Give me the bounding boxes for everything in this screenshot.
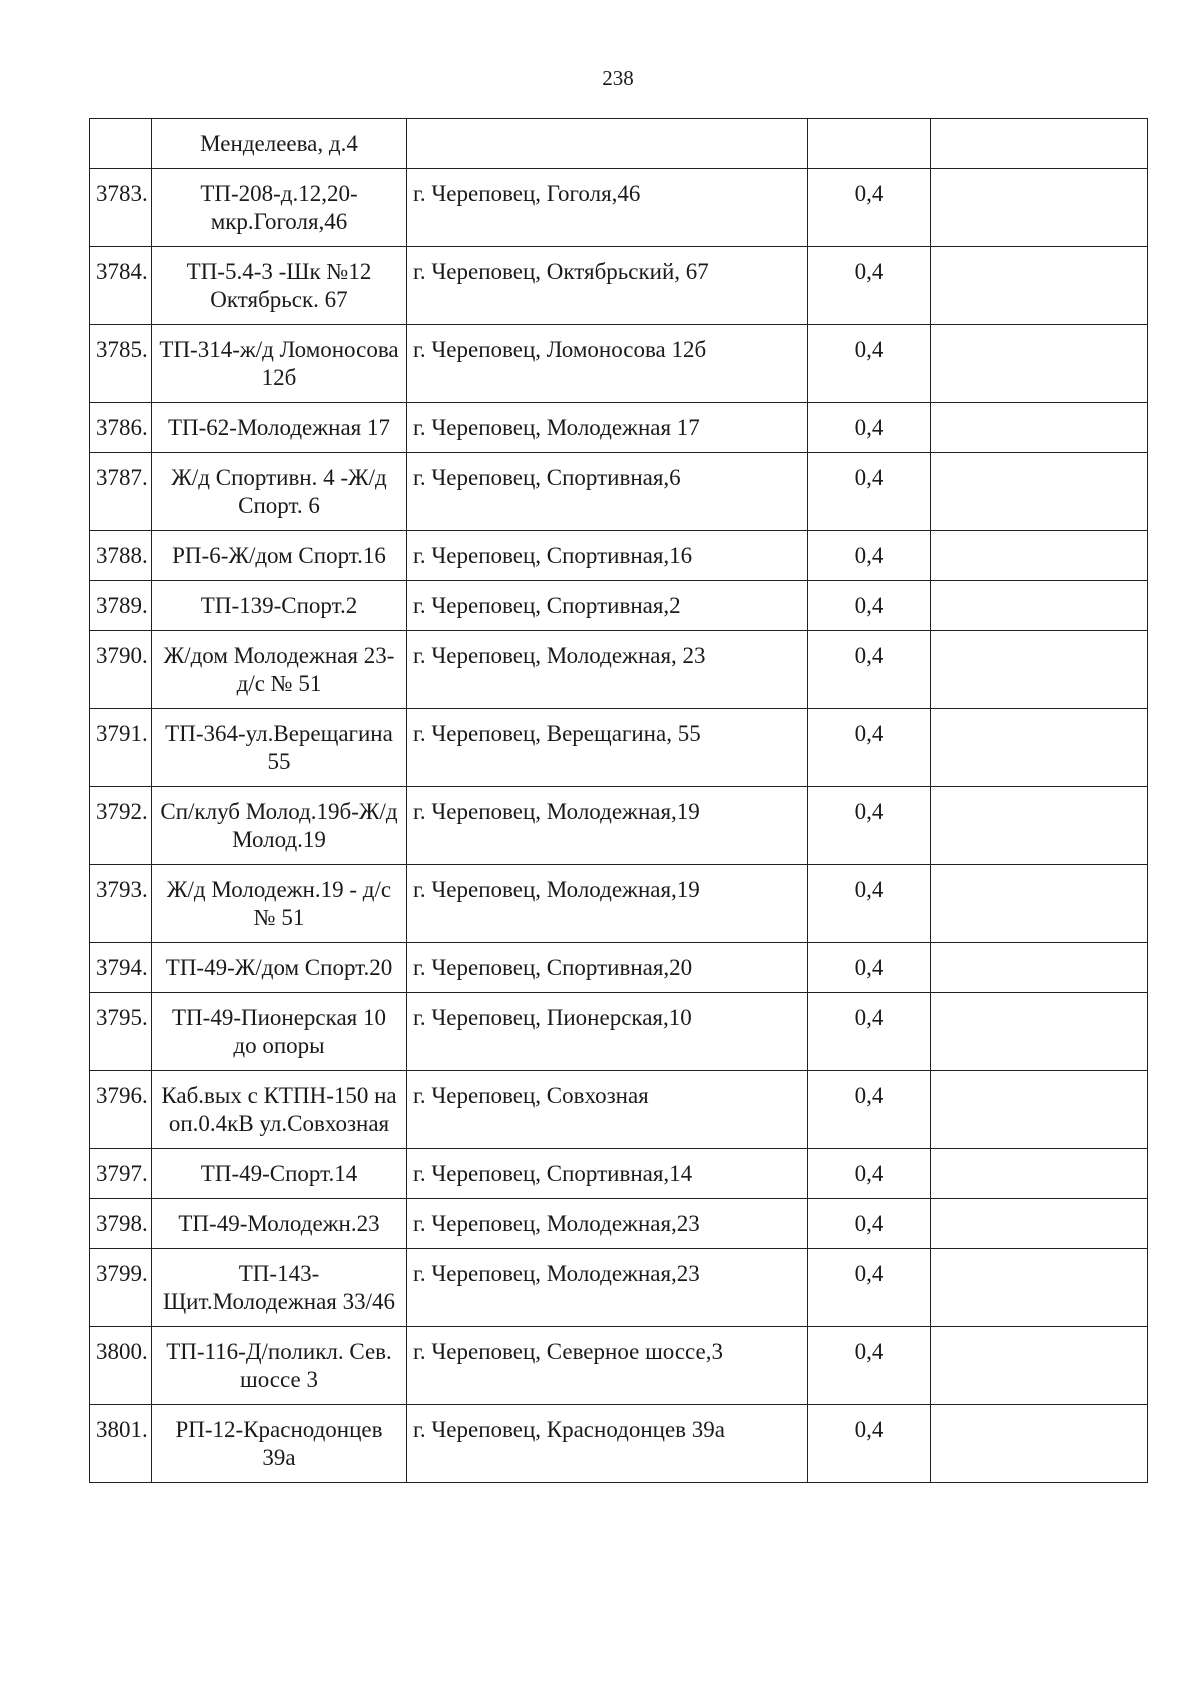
object-address: г. Череповец, Молодежная,19	[407, 865, 808, 943]
voltage-value: 0,4	[808, 325, 931, 403]
voltage-value: 0,4	[808, 1149, 931, 1199]
object-name: Менделеева, д.4	[152, 119, 407, 169]
row-number: 3793.	[90, 865, 152, 943]
voltage-value: 0,4	[808, 531, 931, 581]
object-address: г. Череповец, Гоголя,46	[407, 169, 808, 247]
object-name: Сп/клуб Молод.19б-Ж/д Молод.19	[152, 787, 407, 865]
object-name: ТП-49-Молодежн.23	[152, 1199, 407, 1249]
voltage-value: 0,4	[808, 787, 931, 865]
row-number: 3790.	[90, 631, 152, 709]
object-name: ТП-143-Щит.Молодежная 33/46	[152, 1249, 407, 1327]
registry-table-body	[90, 119, 1148, 1483]
object-address: г. Череповец, Спортивная,14	[407, 1149, 808, 1199]
row-number: 3784.	[90, 247, 152, 325]
registry-table	[89, 118, 1148, 1483]
object-address: г. Череповец, Ломоносова 12б	[407, 325, 808, 403]
row-number: 3785.	[90, 325, 152, 403]
voltage-value: 0,4	[808, 247, 931, 325]
extra-cell	[931, 325, 1148, 403]
extra-cell	[931, 1405, 1148, 1483]
object-address: г. Череповец, Спортивная,20	[407, 943, 808, 993]
table-row	[90, 943, 1148, 993]
extra-cell	[931, 1149, 1148, 1199]
voltage-value: 0,4	[808, 865, 931, 943]
row-number: 3798.	[90, 1199, 152, 1249]
table-row	[90, 325, 1148, 403]
row-number: 3797.	[90, 1149, 152, 1199]
object-name: ТП-5.4-3 -Шк №12 Октябрьск. 67	[152, 247, 407, 325]
row-number: 3792.	[90, 787, 152, 865]
table-row	[90, 1199, 1148, 1249]
table-row	[90, 119, 1148, 169]
object-address: г. Череповец, Молодежная, 23	[407, 631, 808, 709]
object-name: ТП-49-Пионерская 10 до опоры	[152, 993, 407, 1071]
extra-cell	[931, 403, 1148, 453]
row-number: 3783.	[90, 169, 152, 247]
extra-cell	[931, 631, 1148, 709]
object-name: ТП-139-Спорт.2	[152, 581, 407, 631]
extra-cell	[931, 1249, 1148, 1327]
extra-cell	[931, 169, 1148, 247]
object-name: РП-6-Ж/дом Спорт.16	[152, 531, 407, 581]
voltage-value: 0,4	[808, 993, 931, 1071]
table-row	[90, 403, 1148, 453]
object-name: ТП-49-Спорт.14	[152, 1149, 407, 1199]
extra-cell	[931, 1071, 1148, 1149]
extra-cell	[931, 943, 1148, 993]
extra-cell	[931, 709, 1148, 787]
voltage-value: 0,4	[808, 709, 931, 787]
page-number: 238	[602, 66, 634, 90]
table-row	[90, 993, 1148, 1071]
object-address: г. Череповец, Октябрьский, 67	[407, 247, 808, 325]
extra-cell	[931, 119, 1148, 169]
voltage-value: 0,4	[808, 453, 931, 531]
row-number: 3787.	[90, 453, 152, 531]
table-row	[90, 1071, 1148, 1149]
table-row	[90, 169, 1148, 247]
voltage-value	[808, 119, 931, 169]
extra-cell	[931, 1199, 1148, 1249]
voltage-value: 0,4	[808, 1249, 931, 1327]
object-address: г. Череповец, Совхозная	[407, 1071, 808, 1149]
row-number: 3799.	[90, 1249, 152, 1327]
extra-cell	[931, 247, 1148, 325]
row-number: 3795.	[90, 993, 152, 1071]
voltage-value: 0,4	[808, 403, 931, 453]
voltage-value: 0,4	[808, 581, 931, 631]
object-name: ТП-364-ул.Верещагина 55	[152, 709, 407, 787]
row-number	[90, 119, 152, 169]
table-row	[90, 787, 1148, 865]
row-number: 3796.	[90, 1071, 152, 1149]
row-number: 3788.	[90, 531, 152, 581]
object-address: г. Череповец, Верещагина, 55	[407, 709, 808, 787]
voltage-value: 0,4	[808, 1327, 931, 1405]
table-row	[90, 631, 1148, 709]
extra-cell	[931, 993, 1148, 1071]
voltage-value: 0,4	[808, 1071, 931, 1149]
table-row	[90, 1327, 1148, 1405]
row-number: 3800.	[90, 1327, 152, 1405]
row-number: 3786.	[90, 403, 152, 453]
voltage-value: 0,4	[808, 631, 931, 709]
object-address: г. Череповец, Краснодонцев 39а	[407, 1405, 808, 1483]
object-name: РП-12-Краснодонцев 39а	[152, 1405, 407, 1483]
object-address: г. Череповец, Спортивная,6	[407, 453, 808, 531]
table-row	[90, 247, 1148, 325]
object-name: Ж/д Спортивн. 4 -Ж/д Спорт. 6	[152, 453, 407, 531]
object-name: Ж/дом Молодежная 23- д/с № 51	[152, 631, 407, 709]
table-row	[90, 709, 1148, 787]
table-row	[90, 453, 1148, 531]
object-address: г. Череповец, Спортивная,16	[407, 531, 808, 581]
table-row	[90, 865, 1148, 943]
table-row	[90, 1149, 1148, 1199]
row-number: 3801.	[90, 1405, 152, 1483]
extra-cell	[931, 453, 1148, 531]
object-address: г. Череповец, Молодежная,19	[407, 787, 808, 865]
object-name: ТП-116-Д/поликл. Сев. шоссе 3	[152, 1327, 407, 1405]
row-number: 3791.	[90, 709, 152, 787]
voltage-value: 0,4	[808, 169, 931, 247]
extra-cell	[931, 865, 1148, 943]
object-name: ТП-49-Ж/дом Спорт.20	[152, 943, 407, 993]
object-address: г. Череповец, Северное шоссе,3	[407, 1327, 808, 1405]
object-name: ТП-314-ж/д Ломоносова 12б	[152, 325, 407, 403]
extra-cell	[931, 1327, 1148, 1405]
table-row	[90, 1249, 1148, 1327]
object-address	[407, 119, 808, 169]
row-number: 3794.	[90, 943, 152, 993]
table-row	[90, 1405, 1148, 1483]
object-address: г. Череповец, Пионерская,10	[407, 993, 808, 1071]
voltage-value: 0,4	[808, 1405, 931, 1483]
voltage-value: 0,4	[808, 943, 931, 993]
row-number: 3789.	[90, 581, 152, 631]
object-address: г. Череповец, Молодежная,23	[407, 1199, 808, 1249]
extra-cell	[931, 787, 1148, 865]
object-name: ТП-208-д.12,20-мкр.Гоголя,46	[152, 169, 407, 247]
extra-cell	[931, 581, 1148, 631]
table-row	[90, 581, 1148, 631]
object-name: ТП-62-Молодежная 17	[152, 403, 407, 453]
object-address: г. Череповец, Молодежная,23	[407, 1249, 808, 1327]
object-name: Ж/д Молодежн.19 - д/с № 51	[152, 865, 407, 943]
table-row	[90, 531, 1148, 581]
object-address: г. Череповец, Спортивная,2	[407, 581, 808, 631]
object-name: Каб.вых с КТПН-150 на оп.0.4кВ ул.Совхозная	[152, 1071, 407, 1149]
object-address: г. Череповец, Молодежная 17	[407, 403, 808, 453]
voltage-value: 0,4	[808, 1199, 931, 1249]
extra-cell	[931, 531, 1148, 581]
